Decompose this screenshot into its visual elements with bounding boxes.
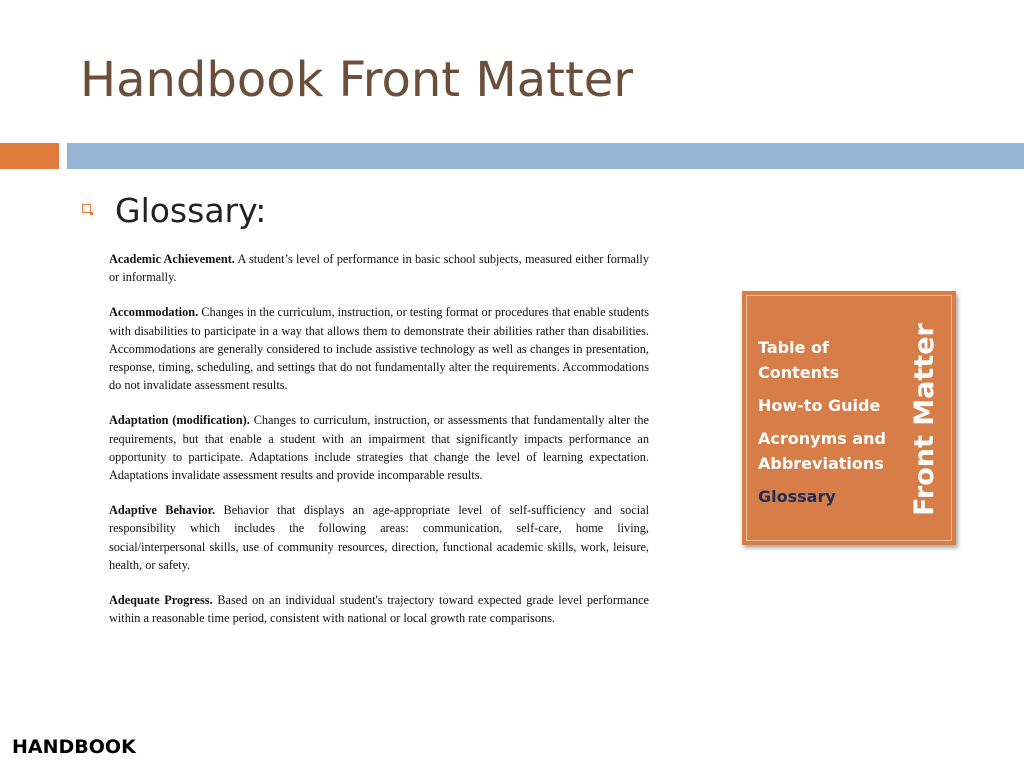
glossary-term: Academic Achievement. xyxy=(109,252,235,266)
glossary-entry xyxy=(109,501,649,574)
glossary-term: Adequate Progress. xyxy=(109,593,213,608)
front-matter-item-how-to-guide: How-to Guide xyxy=(758,396,881,415)
front-matter-vertical-wrap xyxy=(904,309,944,529)
front-matter-list xyxy=(758,335,900,517)
front-matter-item-acronyms: Acronyms and Abbreviations xyxy=(758,429,886,473)
title-divider-orange xyxy=(0,143,59,169)
footer-label: HANDBOOK xyxy=(12,736,136,758)
glossary-entry xyxy=(109,303,649,394)
glossary-entry xyxy=(109,411,649,484)
glossary-definition: Based on an individual student's trajectory toward expected grade level performance within a reasonable time period, consistent with national or local growth rate comparisons. xyxy=(109,593,650,626)
square-bullet-icon xyxy=(82,204,91,213)
glossary-definition: Changes to curriculum, instruction, or assessments that fundamentally alter the requirements, but that enable a student with an impairment that significantly impacts performance an opportunity to participate. Adaptations include strategies that change the level of learning expectation. Adaptations invalidate assessment results and provide incomparable results. xyxy=(109,413,649,483)
front-matter-panel xyxy=(742,291,956,545)
glossary-definition: Behavior that displays an age-appropriate level of self-sufficiency and social responsibility which includes the following areas: communication, self-care, home living, social/interpersonal skills, use of community resources, direction, functional academic skills, work, leisure, health, or safety. xyxy=(109,503,649,572)
title-divider-blue xyxy=(67,143,1024,169)
glossary-term: Adaptive Behavior. xyxy=(109,503,216,518)
front-matter-item-glossary: Glossary xyxy=(758,487,836,506)
glossary-entry xyxy=(109,250,649,286)
glossary-excerpt xyxy=(109,250,649,644)
front-matter-item-table-of-contents: Table of Contents xyxy=(758,338,840,382)
section-subtitle: Glossary: xyxy=(115,191,267,230)
glossary-term: Accommodation. xyxy=(109,305,199,320)
glossary-definition: Changes in the curriculum, instruction, or testing format or procedures that enable students with disabilities to participate in a way that allows them to demonstrate their abilities rather than disabilities. Accommodations are generally considered to include assistive technology as well as changes in presentation, response, timing, scheduling, and settings that do not fundamentally alter the requirements. Accommodations do not invalidate assessment results. xyxy=(109,305,649,393)
front-matter-vertical-label: Front Matter xyxy=(908,322,940,516)
glossary-entry xyxy=(109,591,649,627)
glossary-definition: A student’s level of performance in basic school subjects, measured either formally or informally. xyxy=(109,252,649,285)
glossary-term: Adaptation (modification). xyxy=(109,413,250,428)
page-title: Handbook Front Matter xyxy=(80,52,634,108)
